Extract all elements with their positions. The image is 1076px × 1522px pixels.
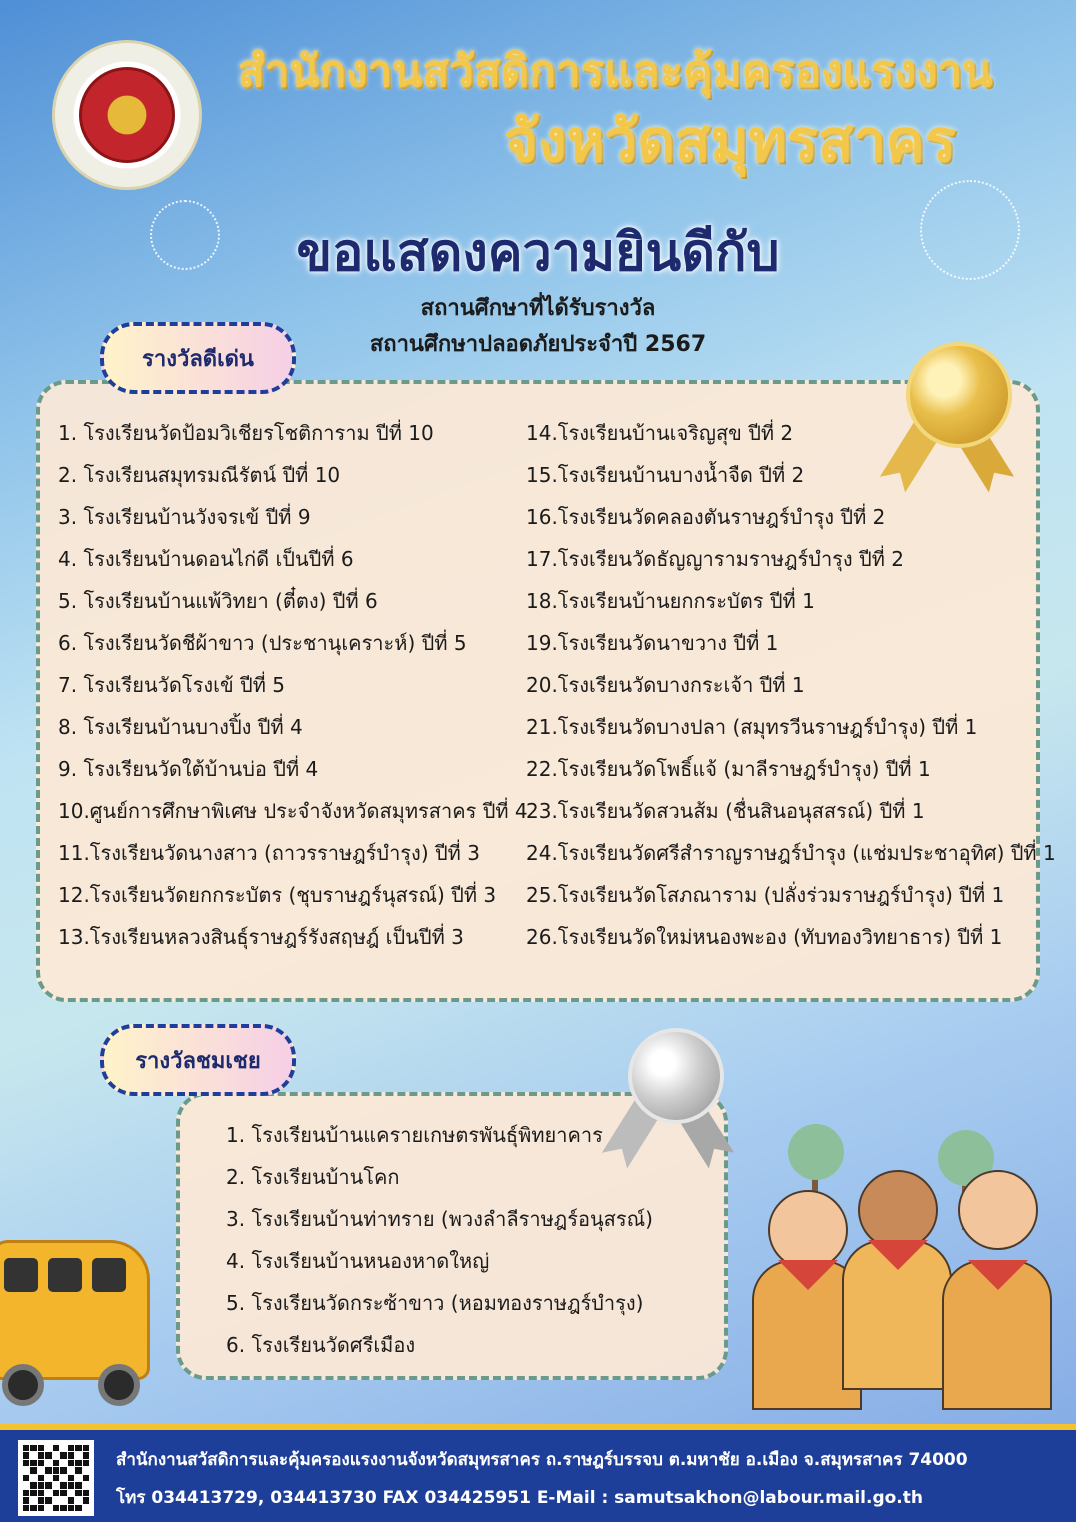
award-subtitle: สถานศึกษาที่ได้รับรางวัล [420,296,656,321]
contact-footer [0,1424,1076,1522]
list-item: 8. โรงเรียนบ้านบางปิ้ง ปีที่ 4 [58,715,303,739]
list-item: 16.โรงเรียนวัดคลองตันราษฎร์บำรุง ปีที่ 2 [526,505,886,529]
list-item: 14.โรงเรียนบ้านเจริญสุข ปีที่ 2 [526,421,794,445]
footer-address: สำนักงานสวัสดิการและคุ้มครองแรงงานจังหวัดสมุทรสาคร ถ.ราษฎร์บรรจบ ต.มหาชัย อ.เมือง จ.สมุทรสาคร 74000 [116,1450,968,1470]
logo-seal-emblem [79,67,175,163]
list-item: 20.โรงเรียนวัดบางกระเจ้า ปีที่ 1 [526,673,805,697]
list-item: 15.โรงเรียนบ้านบางน้ำจืด ปีที่ 2 [526,463,805,487]
bus-window [48,1258,82,1292]
list-item: 6. โรงเรียนวัดชีผ้าขาว (ประชานุเคราะห์) ปีที่ 5 [58,631,467,655]
list-item: 5. โรงเรียนบ้านแพ้วิทยา (ตี๋ตง) ปีที่ 6 [58,589,378,613]
outstanding-award-label: รางวัลดีเด่น [100,322,296,394]
list-item: 13.โรงเรียนหลวงสินธุ์ราษฎร์รังสฤษฎ์ เป็นปีที่ 3 [58,925,464,949]
consolation-award-label: รางวัลชมเชย [100,1024,296,1096]
office-title: สำนักงานสวัสดิการและคุ้มครองแรงงาน [237,47,993,96]
list-item: 22.โรงเรียนวัดโพธิ์แจ้ (มาลีราษฎร์บำรุง) ปีที่ 1 [526,757,931,781]
list-item: 3. โรงเรียนบ้านท่าทราย (พวงลำลีราษฎร์อนุสรณ์) [226,1207,653,1231]
list-item: 2. โรงเรียนสมุทรมณีรัตน์ ปีที่ 10 [58,463,341,487]
list-item: 26.โรงเรียนวัดใหม่หนองพะอง (ทับทองวิทยาธาร) ปีที่ 1 [526,925,1003,949]
list-item: 12.โรงเรียนวัดยกกระบัตร (ชุบราษฎร์นุสรณ์) ปีที่ 3 [58,883,497,907]
page-header [200,40,1030,180]
list-item: 18.โรงเรียนบ้านยกกระบัตร ปีที่ 1 [526,589,815,613]
list-item: 9. โรงเรียนวัดใต้บ้านบ่อ ปีที่ 4 [58,757,319,781]
kid-head [958,1170,1038,1250]
list-item: 21.โรงเรียนวัดบางปลา (สมุทรวีนราษฎร์บำรุง) ปีที่ 1 [526,715,978,739]
province-title: จังหวัดสมุทรสาคร [504,109,956,174]
consolation-list [226,1114,653,1366]
list-item: 5. โรงเรียนวัดกระซ้าขาว (หอมทองราษฎร์บำรุง) [226,1291,644,1315]
outstanding-list-left [58,412,528,958]
list-item: 10.ศูนย์การศึกษาพิเศษ ประจำจังหวัดสมุทรสาคร ปีที่ 4 [58,799,528,823]
list-item: 19.โรงเรียนวัดนาขวาง ปีที่ 1 [526,631,779,655]
logo-seal [52,40,202,190]
list-item: 1. โรงเรียนบ้านแคราย​เกษตรพันธุ์พิทยาคาร [226,1123,603,1147]
list-item: 6. โรงเรียนวัดศรีเมือง [226,1333,416,1357]
award-year-subtitle: สถานศึกษาปลอดภัยประจำปี 2567 [369,332,707,357]
list-item: 4. โรงเรียนบ้านดอนไก่ดี เป็นปีที่ 6 [58,547,354,571]
list-item: 23.โรงเรียนวัดสวนส้ม (ชื่นสินอนุสสรณ์) ปีที่ 1 [526,799,925,823]
kid-head [768,1190,848,1270]
list-item: 1. โรงเรียนวัดป้อมวิเชียรโชติการาม ปีที่ 10 [58,421,434,445]
list-item: 11.โรงเรียนวัดนางสาว (ถาวรราษฎร์บำรุง) ปีที่ 3 [58,841,480,865]
bus-window [92,1258,126,1292]
list-item: 17.โรงเรียนวัดธัญญารามราษฎร์บำรุง ปีที่ 2 [526,547,904,571]
qr-code[interactable] [18,1440,94,1516]
bus-wheel [2,1364,44,1406]
list-item: 25.โรงเรียนวัดโสภณาราม (ปลั่งร่วมราษฎร์บำรุง) ปีที่ 1 [526,883,1005,907]
list-item: 2. โรงเรียนบ้านโคก [226,1165,400,1189]
school-bus-illustration [0,1240,168,1410]
list-item: 4. โรงเรียนบ้านหนองหาดใหญ่ [226,1249,490,1273]
kid-head [858,1170,938,1250]
list-item: 3. โรงเรียนบ้านวังจรเข้ ปีที่ 9 [58,505,311,529]
list-item: 24.โรงเรียนวัดศรีสำราญราษฎร์บำรุง (แช่มประชาอุทิศ) ปีที่ 1 [526,841,1056,865]
congratulations-heading: ขอแสดงความยินดีกับ [296,225,780,282]
tree-icon [788,1124,844,1180]
kids-illustration [712,1110,1072,1420]
bus-window [4,1258,38,1292]
list-item: 7. โรงเรียนวัดโรงเข้ ปีที่ 5 [58,673,285,697]
silver-medal-icon [628,1028,724,1124]
footer-contact[interactable]: โทร 034413729, 034413730 FAX 034425951 E-Mail : samutsakhon@labour.mail.go.th [116,1488,923,1508]
outstanding-list-right [526,412,1056,958]
bus-wheel [98,1364,140,1406]
